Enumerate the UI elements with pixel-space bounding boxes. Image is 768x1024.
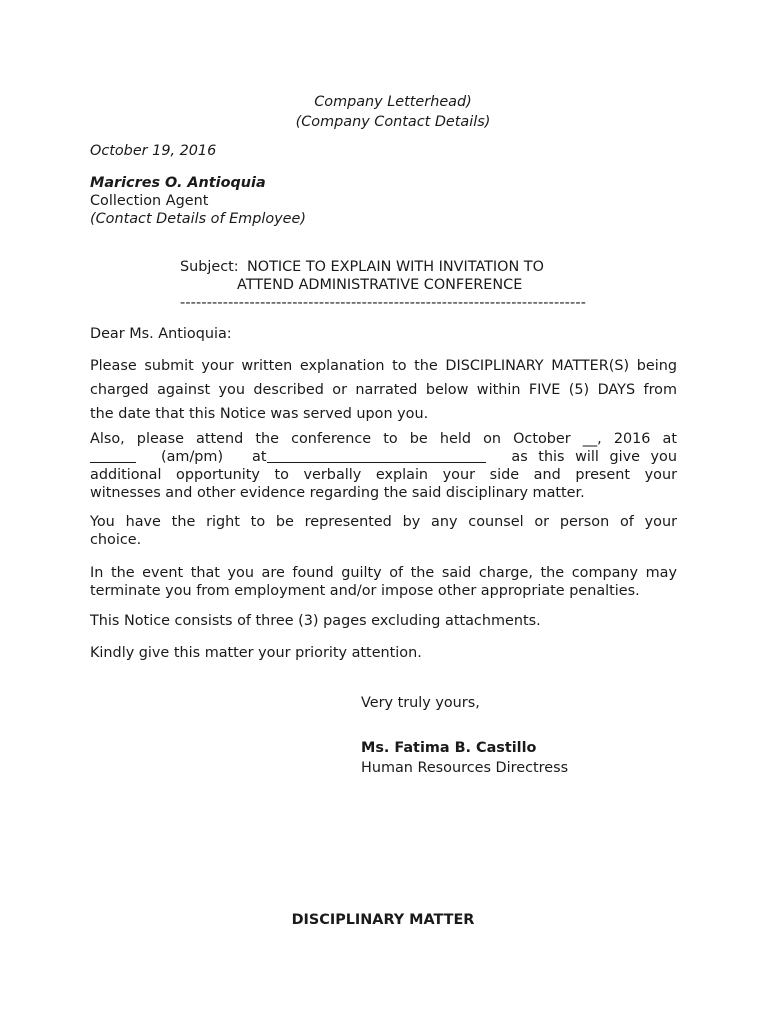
- paragraph-line: choice.: [90, 532, 142, 548]
- paragraph-penalties: [90, 564, 677, 600]
- recipient-contact: (Contact Details of Employee): [90, 211, 306, 227]
- signatory-name: Ms. Fatima B. Castillo: [361, 740, 537, 756]
- paragraph-line: You have the right to be represented by any counsel or person of your: [90, 514, 677, 530]
- subject-line-2: ATTEND ADMINISTRATIVE CONFERENCE: [237, 277, 523, 293]
- paragraph-line: witnesses and other evidence regarding the said disciplinary matter.: [90, 485, 585, 501]
- paragraph-line: additional opportunity to verbally explain your side and present your: [90, 467, 677, 483]
- paragraph-line-blanks: [90, 448, 677, 466]
- paragraph-line: terminate you from employment and/or impose other appropriate penalties.: [90, 583, 640, 599]
- paragraph-priority: Kindly give this matter your priority attention.: [90, 645, 422, 661]
- company-letterhead: Company Letterhead): [314, 94, 472, 110]
- subject-label: Subject:: [180, 259, 239, 275]
- at-text: at: [252, 449, 267, 465]
- ampm-text: (am/pm): [161, 449, 224, 465]
- recipient-name: Maricres O. Antioquia: [90, 175, 266, 191]
- subject-line-1: NOTICE TO EXPLAIN WITH INVITATION TO: [247, 259, 544, 275]
- signatory-title: Human Resources Directress: [361, 760, 569, 776]
- subject-divider: ----------------------------------------------------------------------------: [180, 295, 587, 311]
- paragraph-line: the date that this Notice was served upon you.: [90, 406, 429, 422]
- as-this-text: as this will give you: [511, 449, 677, 465]
- valediction: Very truly yours,: [361, 695, 480, 711]
- recipient-position: Collection Agent: [90, 193, 209, 209]
- paragraph-page-count: This Notice consists of three (3) pages excluding attachments.: [90, 613, 541, 629]
- paragraph-line: Also, please attend the conference to be held on October __, 2016 at: [90, 431, 677, 447]
- time-blank: [90, 450, 136, 463]
- company-contact-details: (Company Contact Details): [295, 114, 491, 130]
- paragraph-line: In the event that you are found guilty of the said charge, the company may: [90, 565, 677, 581]
- paragraph-right-to-counsel: [90, 513, 677, 549]
- letter-date: October 19, 2016: [90, 143, 217, 159]
- paragraph-conference-invitation: [90, 430, 677, 502]
- salutation: Dear Ms. Antioquia:: [90, 326, 232, 342]
- paragraph-line: Please submit your written explanation to the DISCIPLINARY MATTER(S) being: [90, 358, 677, 374]
- section-heading-disciplinary-matter: DISCIPLINARY MATTER: [291, 912, 475, 928]
- paragraph-line: charged against you described or narrated below within FIVE (5) DAYS from: [90, 382, 677, 398]
- paragraph-submit-explanation: [90, 354, 677, 426]
- venue-blank: [267, 450, 486, 463]
